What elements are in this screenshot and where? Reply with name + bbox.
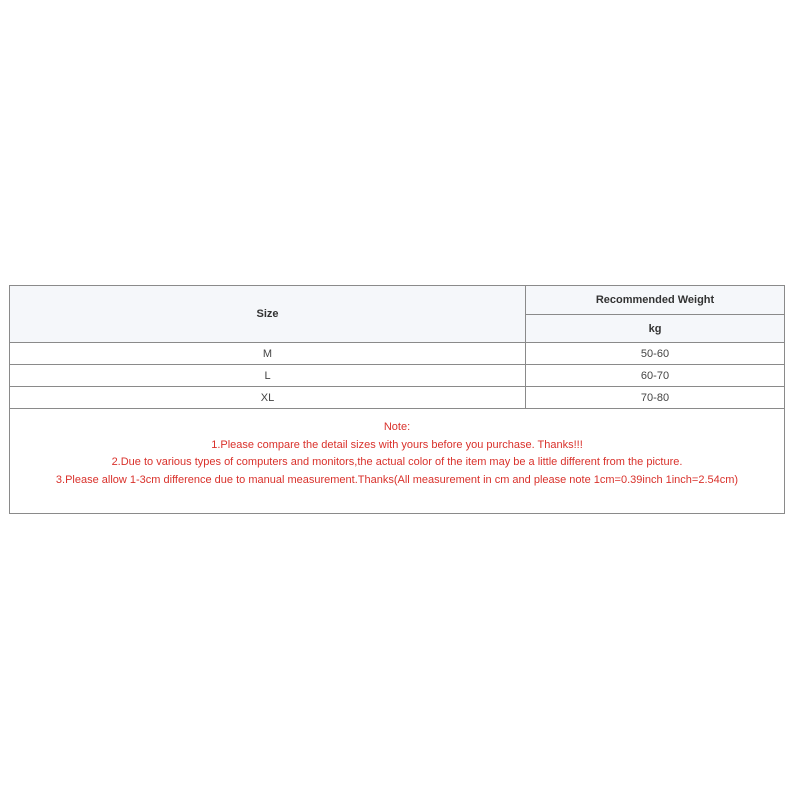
size-chart-table [9,285,785,514]
weight-header: Recommended Weight [526,286,785,315]
weight-cell: 50-60 [526,343,785,365]
table-row [10,343,785,365]
note-line-1: 1.Please compare the detail sizes with yours before you purchase. Thanks!!! [211,438,583,451]
weight-cell: 70-80 [526,387,785,409]
weight-unit-header: kg [526,315,785,343]
note-line-2: 2.Due to various types of computers and monitors,the actual color of the item may be a little different from the picture. [111,456,683,468]
note-line-3: 3.Please allow 1-3cm difference due to manual measurement.Thanks(All measurement in cm and please note 1cm=0.39inch 1inch=2.54cm) [55,473,739,486]
notes-section [10,409,785,514]
size-cell: XL [10,387,526,409]
notes-title: Note: [383,421,411,433]
table-row [10,387,785,409]
weight-cell: 60-70 [526,365,785,387]
table-row [10,365,785,387]
size-cell: L [10,365,526,387]
size-header: Size [10,286,526,343]
size-cell: M [10,343,526,365]
